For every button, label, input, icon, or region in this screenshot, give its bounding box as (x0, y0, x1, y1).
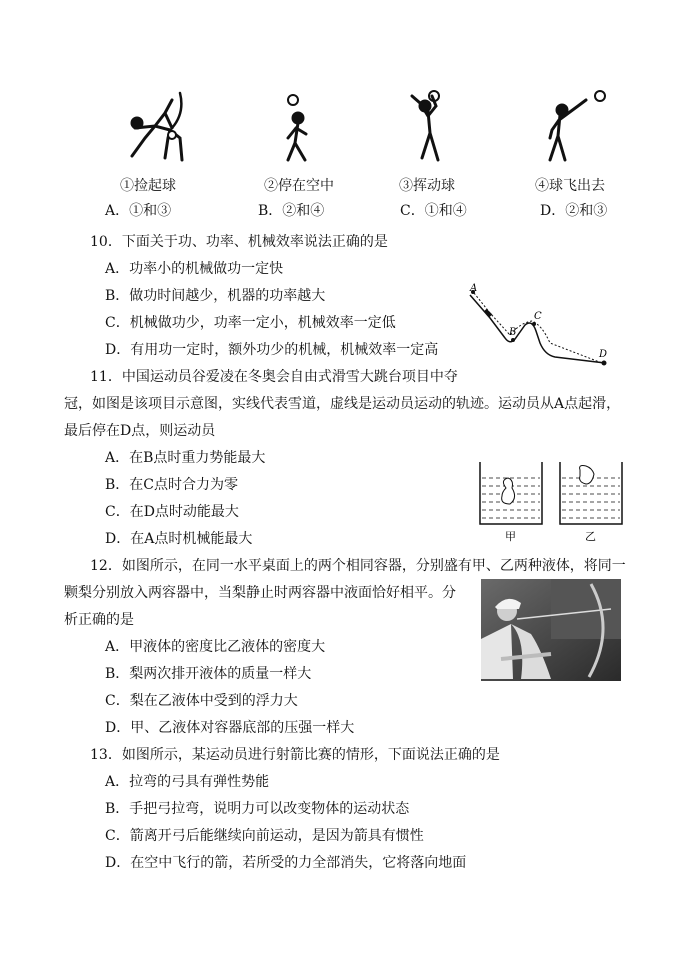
snow-track (470, 295, 608, 363)
container-jia (480, 462, 542, 524)
label-b: B (509, 327, 517, 338)
q12-line3: 析正确的是 (64, 612, 134, 628)
caption-1: ①捡起球 (120, 178, 176, 194)
label-c: C (534, 311, 542, 322)
q12-option-b: B．梨两次排开液体的质量一样大 (105, 666, 312, 682)
q12-line2: 颗梨分别放入两容器中，当梨静止时两容器中液面恰好相平。分 (64, 585, 456, 601)
container-label-jia: 甲 (505, 530, 516, 543)
q13-option-c: C．箭离开弓后能继续向前运动，是因为箭具有惯性 (105, 828, 424, 844)
q9-option-d: D．②和③ (540, 203, 608, 219)
q11-option-a: A．在B点时重力势能最大 (105, 450, 266, 466)
caption-2: ②停在空中 (264, 178, 334, 194)
q10-stem: 10．下面关于功、功率、机械效率说法正确的是 (90, 234, 388, 250)
q13-option-d: D．在空中飞行的箭，若所受的力全部消失，它将落向地面 (105, 855, 467, 871)
caption-4: ④球飞出去 (535, 178, 605, 194)
caption-3: ③挥动球 (399, 178, 455, 194)
container-yi (560, 462, 622, 524)
q13-option-a: A．拉弯的弓具有弹性势能 (105, 774, 270, 790)
q10-option-a: A．功率小的机械做功一定快 (105, 261, 284, 277)
figure-ball-flying (550, 91, 605, 160)
archery-photo (481, 579, 621, 681)
figure-ball-in-air (288, 95, 306, 160)
q11-line2: 冠，如图是该项目示意图，实线代表雪道，虚线是运动员运动的轨迹。运动员从A点起滑， (64, 396, 621, 412)
q13-stem: 13．如图所示，某运动员进行射箭比赛的情形，下面说法正确的是 (90, 747, 500, 763)
q11-option-d: D．在A点时机械能最大 (105, 531, 253, 547)
q9-option-a: A．①和③ (105, 203, 172, 219)
q9-option-b: B．②和④ (258, 203, 325, 219)
q13-option-b: B．手把弓拉弯，说明力可以改变物体的运动状态 (105, 801, 410, 817)
q12-option-c: C．梨在乙液体中受到的浮力大 (105, 693, 298, 709)
q10-option-b: B．做功时间越少，机器的功率越大 (105, 288, 326, 304)
ski-track-diagram (460, 283, 620, 375)
q11-option-b: B．在C点时合力为零 (105, 477, 238, 493)
label-d: D (599, 349, 608, 360)
q12-option-d: D．甲、乙液体对容器底部的压强一样大 (105, 720, 355, 736)
label-a: A (470, 283, 478, 294)
stick-figures (110, 88, 620, 173)
q9-option-c: C．①和④ (400, 203, 467, 219)
figure-swing-ball (412, 91, 439, 160)
q11-line1: 11．中国运动员谷爱凌在冬奥会自由式滑雪大跳台项目中夺 (90, 369, 458, 385)
q12-line1: 12．如图所示，在同一水平桌面上的两个相同容器，分别盛有甲、乙两种液体，将同一 (90, 558, 626, 574)
containers-diagram (470, 458, 630, 548)
figure-pick-up-ball (132, 93, 182, 160)
trajectory (474, 293, 602, 363)
q10-option-c: C．机械做功少，功率一定小，机械效率一定低 (105, 315, 396, 331)
q11-option-c: C．在D点时动能最大 (105, 504, 239, 520)
q12-option-a: A．甲液体的密度比乙液体的密度大 (105, 639, 326, 655)
q10-option-d: D．有用功一定时，额外功少的机械，机械效率一定高 (105, 342, 439, 358)
container-label-yi: 乙 (585, 530, 596, 543)
q11-line3: 最后停在D点，则运动员 (64, 423, 216, 439)
